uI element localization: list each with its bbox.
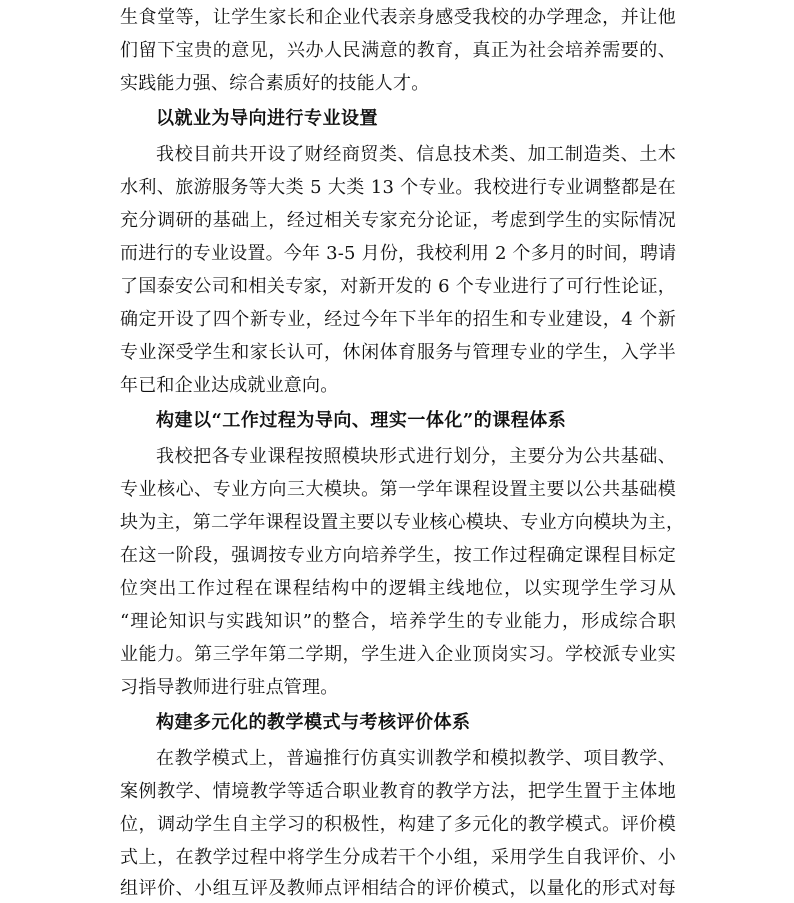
paragraph-line: 我校目前共开设了财经商贸类、信息技术类、加工制造类、土木 bbox=[156, 144, 676, 165]
paragraph-line: 生食堂等，让学生家长和企业代表亲身感受我校的办学理念，并让他 bbox=[120, 7, 676, 28]
paragraph-line: 位，调动学生自主学习的积极性，构建了多元化的教学模式。评价模 bbox=[120, 814, 676, 835]
paragraph-line: 水利、旅游服务等大类 5 大类 13 个专业。我校进行专业调整都是在 bbox=[120, 177, 676, 198]
paragraph-line: “理论知识与实践知识”的整合，培养学生的专业能力，形成综合职 bbox=[120, 611, 676, 632]
paragraph-line: 充分调研的基础上，经过相关专家充分论证，考虑到学生的实际情况 bbox=[120, 210, 676, 231]
paragraph-line: 确定开设了四个新专业，经过今年下半年的招生和专业建设，4 个新 bbox=[120, 309, 676, 330]
paragraph-line: 们留下宝贵的意见，兴办人民满意的教育，真正为社会培养需要的、 bbox=[120, 40, 676, 61]
paragraph-line: 了国泰安公司和相关专家，对新开发的 6 个专业进行了可行性论证， bbox=[120, 276, 676, 297]
section-heading: 构建多元化的教学模式与考核评价体系 bbox=[156, 712, 471, 733]
paragraph-line: 实践能力强、综合素质好的技能人才。 bbox=[120, 73, 430, 94]
paragraph-line: 专业核心、专业方向三大模块。第一学年课程设置主要以公共基础模 bbox=[120, 479, 676, 500]
section-heading: 以就业为导向进行专业设置 bbox=[156, 108, 378, 129]
section-heading: 构建以“工作过程为导向、理实一体化”的课程体系 bbox=[156, 410, 567, 431]
paragraph-line: 式上，在教学过程中将学生分成若干个小组，采用学生自我评价、小 bbox=[120, 847, 676, 868]
paragraph-line: 在教学模式上，普遍推行仿真实训教学和模拟教学、项目教学、 bbox=[156, 748, 676, 769]
paragraph-line: 在这一阶段，强调按专业方向培养学生，按工作过程确定课程目标定 bbox=[120, 545, 676, 566]
paragraph-line: 位突出工作过程在课程结构中的逻辑主线地位，以实现学生学习从 bbox=[120, 578, 676, 599]
paragraph-line: 我校把各专业课程按照模块形式进行划分，主要分为公共基础、 bbox=[156, 446, 676, 467]
paragraph-line: 专业深受学生和家长认可，休闲体育服务与管理专业的学生，入学半 bbox=[120, 342, 676, 363]
paragraph-line: 业能力。第三学年第二学期，学生进入企业顶岗实习。学校派专业实 bbox=[120, 644, 676, 665]
paragraph-line: 年已和企业达成就业意向。 bbox=[120, 375, 339, 396]
paragraph-line: 块为主，第二学年课程设置主要以专业核心模块、专业方向模块为主， bbox=[120, 512, 685, 533]
paragraph-line: 案例教学、情境教学等适合职业教育的教学方法，把学生置于主体地 bbox=[120, 781, 676, 802]
paragraph-line: 习指导教师进行驻点管理。 bbox=[120, 677, 339, 698]
paragraph-line: 组评价、小组互评及教师点评相结合的评价模式，以量化的形式对每 bbox=[120, 878, 676, 899]
paragraph-line: 而进行的专业设置。今年 3-5 月份，我校利用 2 个多月的时间，聘请 bbox=[120, 243, 677, 264]
